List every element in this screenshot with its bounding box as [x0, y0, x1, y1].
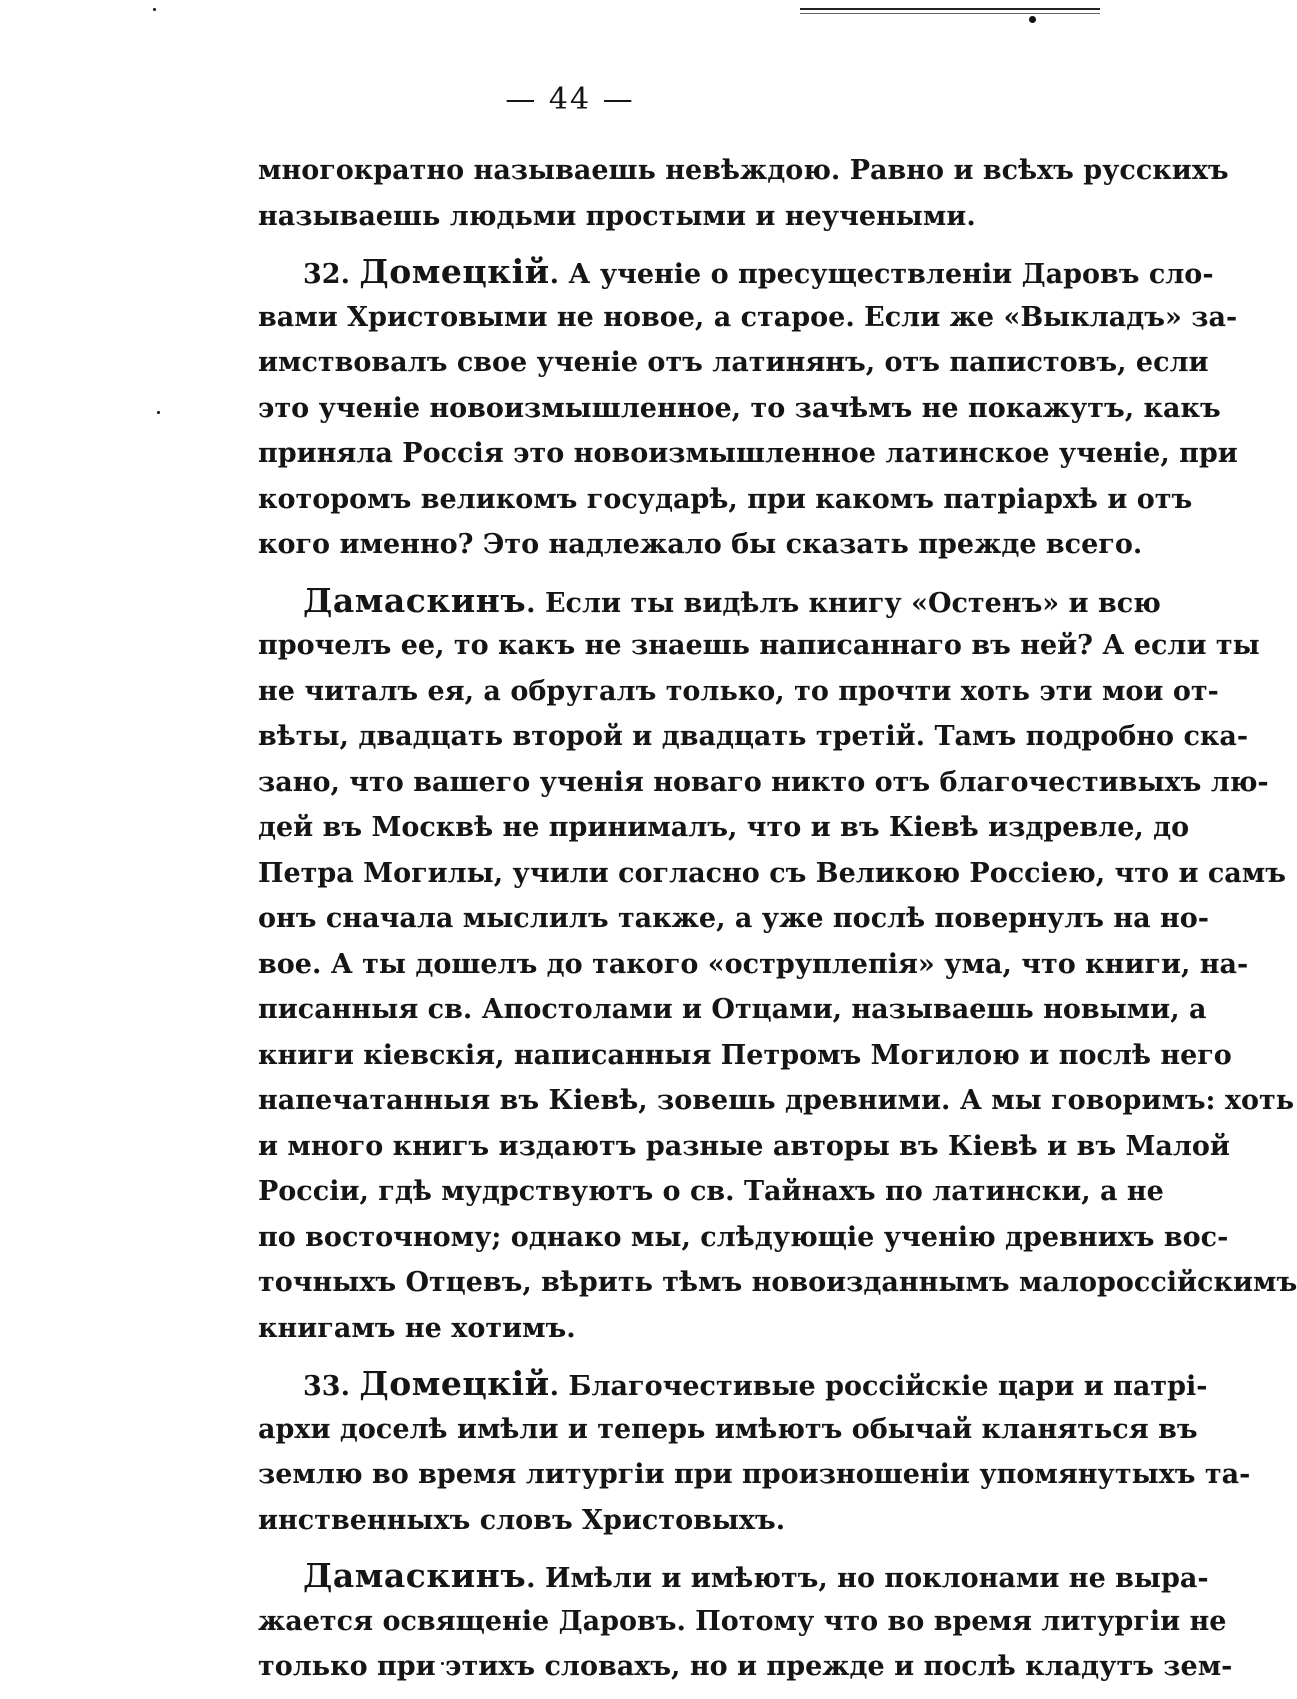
text-line: по восточному; однако мы, слѣдующіе ученію древнихъ вос-: [258, 1221, 1229, 1253]
speaker-name: Домецкій: [359, 1364, 550, 1403]
ink-speck: [153, 8, 156, 11]
text-line: только при этихъ словахъ, но и прежде и послѣ кладутъ зем-: [258, 1651, 1233, 1682]
body-text: [258, 148, 1297, 1690]
text-line: приняла Россія это новоизмышленное латинское ученіе, при: [258, 438, 1238, 469]
text-line: Петра Могилы, учили согласно съ Великою Россіею, что и самъ: [258, 857, 1286, 889]
ink-speck: [1029, 16, 1036, 23]
text-line: архи доселѣ имѣли и теперь имѣютъ обычай кланяться въ: [258, 1413, 1198, 1445]
text-line: зано, что вашего ученія новаго никто отъ благочестивыхъ лю-: [258, 766, 1269, 798]
text-line: называешь людьми простыми и неучеными.: [258, 200, 976, 232]
text-line: онъ сначала мыслилъ также, а уже послѣ повернулъ на но-: [258, 903, 1209, 934]
text-line: кого именно? Это надлежало бы сказать прежде всего.: [258, 529, 1143, 560]
text-line: . Если ты видѣлъ книгу «Остенъ» и всю: [526, 587, 1161, 619]
text-line: прочелъ ее, то какъ не знаешь написаннаго въ ней? А если ты: [258, 630, 1260, 661]
text-line: напечатанныя въ Кіевѣ, зовешь древними. А мы говоримъ: хоть: [258, 1085, 1295, 1116]
paragraph-start: [258, 1361, 1208, 1407]
text-line: инственныхъ словъ Христовыхъ.: [258, 1504, 786, 1536]
text-line: Россіи, гдѣ мудрствуютъ о св. Тайнахъ по латински, а не: [258, 1176, 1164, 1207]
speaker-name: Дамаскинъ: [303, 580, 527, 620]
text-line: и много книгъ издаютъ разные авторы въ Кіевѣ и въ Малой: [258, 1130, 1230, 1162]
text-line: вѣты, двадцать второй и двадцать третій. Тамъ подробно ска-: [258, 721, 1249, 752]
text-line: точныхъ Отцевъ, вѣрить тѣмъ новоизданнымъ малороссійскимъ: [258, 1267, 1297, 1298]
text-line: . Имѣли и имѣютъ, но поклонами не выра-: [526, 1563, 1209, 1594]
text-line: писанныя св. Апостолами и Отцами, называешь новыми, а: [258, 994, 1207, 1025]
text-line: вое. А ты дошелъ до такого «оструплепія» ума, что книги, на-: [258, 948, 1249, 980]
page-number: — 44 —: [505, 82, 635, 117]
paragraph-start: [258, 578, 1161, 624]
speaker-name: Домецкій: [359, 252, 550, 291]
text-line: имствовалъ свое ученіе отъ латинянъ, отъ папистовъ, если: [258, 347, 1209, 378]
ink-speck: [157, 411, 160, 414]
text-line: многократно называешь невѣждою. Равно и всѣхъ русскихъ: [258, 155, 1229, 186]
text-line: вами Христовыми не новое, а старое. Если же «Выкладъ» за-: [258, 301, 1238, 333]
text-line: дей въ Москвѣ не принималъ, что и въ Кіевѣ издревле, до: [258, 812, 1190, 843]
top-edge-rule: [800, 8, 1100, 10]
paragraph-start: [258, 249, 1214, 295]
text-line: книги кіевскія, написанныя Петромъ Могилою и послѣ него: [258, 1039, 1232, 1071]
paragraph-number: 32.: [303, 259, 360, 290]
text-line: . Благочестивые россійскіе цари и патрі-: [549, 1371, 1208, 1402]
text-line: которомъ великомъ государѣ, при какомъ патріархѣ и отъ: [258, 483, 1193, 515]
paragraph-start: [258, 1553, 1209, 1599]
speaker-name: Дамаскинъ: [303, 1556, 527, 1595]
text-line: землю во время литургіи при произношеніи упомянутыхъ та-: [258, 1459, 1251, 1490]
text-line: . А ученіе о пресуществленіи Даровъ сло-: [549, 259, 1214, 290]
text-line: это ученіе новоизмышленное, то зачѣмъ не покажутъ, какъ: [258, 392, 1221, 424]
paragraph-number: 33.: [303, 1371, 360, 1402]
text-line: книгамъ не хотимъ.: [258, 1312, 576, 1344]
text-line: жается освященіе Даровъ. Потому что во время литургіи не: [258, 1605, 1227, 1637]
text-line: не читалъ ея, а обругалъ только, то прочти хоть эти мои от-: [258, 675, 1219, 707]
top-edge-rule-thin: [800, 13, 1100, 14]
